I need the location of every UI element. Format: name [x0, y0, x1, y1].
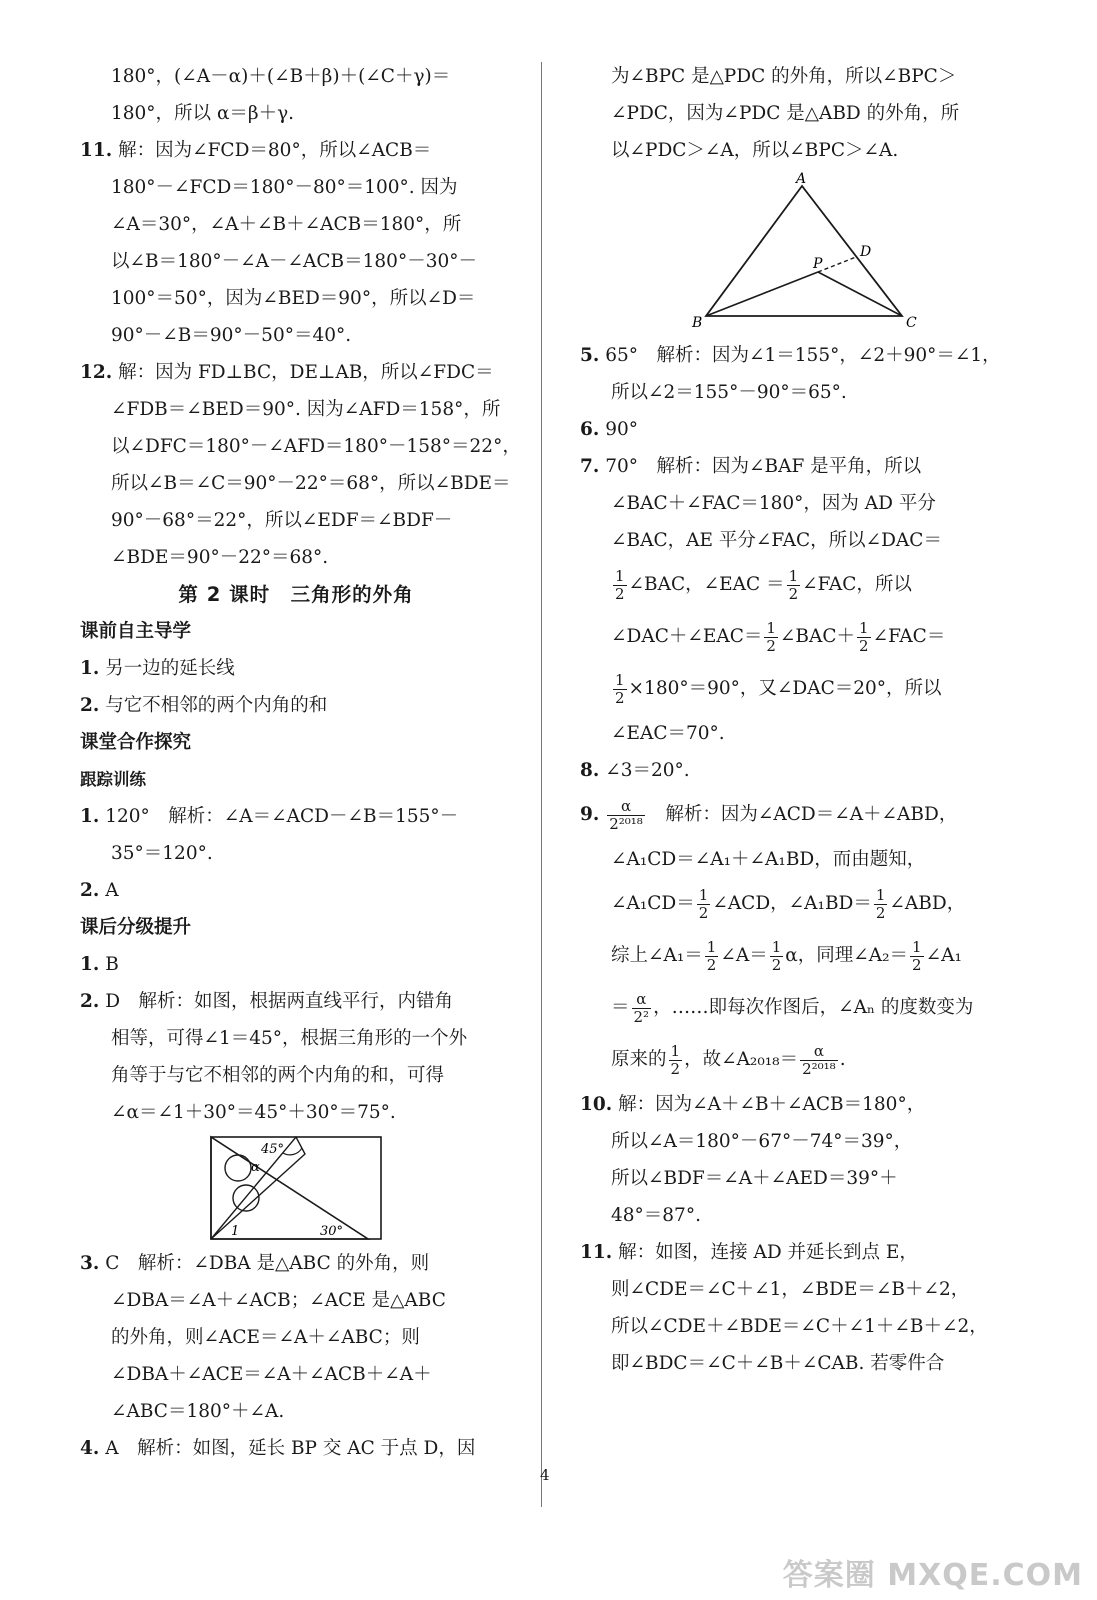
answer-text: 解：因为 FD⊥BC，DE⊥AB，所以∠FDC＝ [118, 362, 494, 383]
answer-text: 则∠CDE＝∠C＋∠1，∠BDE＝∠B＋∠2， [611, 1279, 970, 1300]
answer-text: 以∠DFC＝180°－∠AFD＝180°－158°＝22°， [111, 436, 521, 457]
label-c: C [906, 315, 917, 331]
answer-text: D 解析：如图，根据两直线平行，内错角 [105, 991, 454, 1012]
answer-formula-line: ＝ $\frac{\alpha}{\text{2²}}$ ，……即每次作图后，∠Aₙ 的度数变为 [611, 989, 974, 1026]
fraction: $\frac{1}{2}$ [615, 566, 625, 603]
watermark: 答案圈 MXQE.COM [782, 1558, 1083, 1593]
answer-text: 90°－∠B＝90°－50°＝40°. [111, 325, 352, 346]
lesson-title: 第 2 课时 三角形的外角 [178, 583, 414, 606]
page-number: 4 [540, 1466, 550, 1484]
answer-formula-line: 9. $\frac{\alpha}{\text{2²⁰¹⁸}}$ 解析：因为∠ACD＝∠A＋∠ABD， [580, 796, 958, 833]
answer-text: ∠EAC＝70°. [611, 723, 725, 744]
right-column [580, 58, 1020, 1382]
label-d: D [860, 244, 872, 260]
answer-number: 5. [580, 345, 600, 366]
fraction: $\frac{1}{2}$ [875, 885, 886, 922]
answer-text: ∠BDE＝90°－22°＝68°. [111, 547, 329, 568]
answer-number: 1. [80, 954, 100, 975]
triangle-abc-figure [580, 169, 1020, 337]
answer-text: 90° [605, 419, 639, 440]
section-heading: 课前自主导学 [80, 621, 192, 642]
answer-text: 180°－∠FCD＝180°－80°＝100°. 因为 [111, 177, 458, 198]
answer-number: 11. [80, 140, 113, 161]
fraction: $\frac{1}{2}$ [670, 1041, 681, 1078]
label-p: P [813, 256, 823, 272]
answer-text: 90°－68°＝22°，所以∠EDF＝∠BDF－ [111, 510, 453, 531]
answer-formula-line: $\frac{1}{2}$ ×180°＝90°，又∠DAC＝20°，所以 [615, 670, 942, 707]
answer-text: 所以∠B＝∠C＝90°－22°＝68°，所以∠BDE＝ [111, 473, 511, 494]
label-1: 1 [231, 1224, 240, 1239]
fraction: $\frac{1}{2}$ [771, 937, 782, 974]
answer-text: A [105, 880, 119, 901]
answer-text: 120° 解析：∠A＝∠ACD－∠B＝155°－ [105, 806, 459, 827]
triangle-abc-diagram [580, 169, 1020, 337]
answer-number: 11. [580, 1242, 613, 1263]
answer-text: 100°＝50°，因为∠BED＝90°，所以∠D＝ [111, 288, 476, 309]
answer-text: ∠A＝30°，∠A＋∠B＋∠ACB＝180°，所 [111, 214, 462, 235]
answer-number: 1. [80, 806, 100, 827]
answer-text: ∠BAC＋∠FAC＝180°，因为 AD 平分 [611, 493, 936, 514]
fraction: $\frac{\alpha}{\text{2²}}$ [633, 989, 650, 1026]
answer-text: A 解析：如图，延长 BP 交 AC 于点 D，因 [105, 1438, 476, 1459]
answer-text: ∠DBA＝∠A＋∠ACB；∠ACE 是△ABC [111, 1290, 446, 1311]
answer-text: 35°＝120°. [111, 843, 213, 864]
answer-text: 解：如图，连接 AD 并延长到点 E， [618, 1242, 918, 1263]
answer-text: ∠α＝∠1＋30°＝45°＋30°＝75°. [111, 1102, 396, 1123]
answer-text: 另一边的延长线 [105, 658, 235, 679]
right-triangle-figure [80, 1131, 512, 1245]
answer-number: 4. [80, 1438, 100, 1459]
prev-answer-line: 180°，所以 α＝β＋γ. [111, 103, 295, 124]
answer-text: 65° 解析：因为∠1＝155°，∠2＋90°＝∠1， [605, 345, 1001, 366]
prev-answer-line: 180°，(∠A－α)＋(∠B＋β)＋(∠C＋γ)＝ [111, 66, 451, 87]
answer-number: 6. [580, 419, 600, 440]
answer-text: ∠ABC＝180°＋∠A. [111, 1401, 285, 1422]
answer-number: 3. [80, 1253, 100, 1274]
answer-text: 解：因为∠FCD＝80°，所以∠ACB＝ [118, 140, 432, 161]
answer-text: 以∠PDC＞∠A，所以∠BPC＞∠A. [611, 140, 899, 161]
answer-text: 与它不相邻的两个内角的和 [105, 695, 328, 716]
fraction: $\frac{1}{2}$ [706, 937, 717, 974]
answer-number: 2. [80, 991, 100, 1012]
answer-11 [80, 132, 512, 354]
answer-number: 12. [80, 362, 113, 383]
answer-text: ∠3＝20°. [605, 760, 690, 781]
answer-text: 所以∠2＝155°－90°＝65°. [611, 382, 847, 403]
answer-number: 2. [80, 695, 100, 716]
triangle-abc [706, 186, 902, 316]
answer-text: 所以∠BDF＝∠A＋∠AED＝39°＋ [611, 1168, 898, 1189]
answer-text: 的外角，则∠ACE＝∠A＋∠ABC；则 [111, 1327, 420, 1348]
label-alpha: α [251, 1160, 260, 1175]
answer-formula-line: $\frac{1}{2}$ ∠BAC，∠EAC ＝ $\frac{1}{2}$ ∠FAC，所以 [615, 566, 912, 603]
fraction: $\frac{\alpha}{\text{2²⁰¹⁸}}$ [802, 1041, 836, 1078]
section-heading: 课堂合作探究 [80, 732, 192, 753]
answer-text: 48°＝87°. [611, 1205, 701, 1226]
subsection-heading: 跟踪训练 [80, 770, 146, 789]
answer-text: B [105, 954, 119, 975]
segment-pc [818, 272, 902, 316]
answer-text: C 解析：∠DBA 是△ABC 的外角，则 [105, 1253, 430, 1274]
answer-number: 10. [580, 1094, 613, 1115]
answer-text: ∠PDC，因为∠PDC 是△ABD 的外角，所 [611, 103, 960, 124]
answer-number: 1. [80, 658, 100, 679]
answer-text: 所以∠CDE＋∠BDE＝∠C＋∠1＋∠B＋∠2， [611, 1316, 988, 1337]
fraction: $\frac{1}{2}$ [912, 937, 922, 974]
answer-text: ∠BAC，AE 平分∠FAC，所以∠DAC＝ [611, 530, 942, 551]
label-a: A [796, 171, 807, 187]
angle-marker-circle [225, 1155, 251, 1181]
answer-formula-line: 综上∠A₁＝ $\frac{1}{2}$ ∠A＝ $\frac{1}{2}$ α，同理∠A₂＝ $\frac{1}{2}$ ∠A₁ [611, 937, 962, 974]
answer-formula-line: ∠DAC＋∠EAC＝ $\frac{1}{2}$ ∠BAC＋ $\frac{1}{2}$ ∠FAC＝ [611, 618, 946, 655]
label-b: B [692, 315, 703, 331]
fraction: $\frac{1}{2}$ [615, 670, 625, 707]
section-heading: 课后分级提升 [80, 917, 192, 938]
fraction: $\frac{1}{2}$ [766, 618, 776, 655]
answer-text: ∠A₁CD＝∠A₁＋∠A₁BD，而由题知， [611, 849, 926, 870]
answer-text: 即∠BDC＝∠C＋∠B＋∠CAB. 若零件合 [611, 1353, 945, 1374]
fraction: $\frac{\alpha}{\text{2²⁰¹⁸}}$ [609, 796, 643, 833]
right-triangle-diagram [80, 1131, 512, 1245]
answer-text: 以∠B＝180°－∠A－∠ACB＝180°－30°－ [111, 251, 477, 272]
answer-number: 8. [580, 760, 600, 781]
label-30: 30° [320, 1224, 344, 1239]
answer-text: 所以∠A＝180°－67°－74°＝39°， [611, 1131, 913, 1152]
extension-pd [818, 257, 856, 272]
fraction: $\frac{1}{2}$ [788, 566, 799, 603]
answer-text: ∠DBA＋∠ACE＝∠A＋∠ACB＋∠A＋ [111, 1364, 432, 1385]
answer-number: 9. [580, 804, 600, 825]
column-divider [541, 62, 542, 1507]
answer-text: 相等，可得∠1＝45°，根据三角形的一个外 [111, 1028, 468, 1049]
answer-text: 解：因为∠A＋∠B＋∠ACB＝180°， [618, 1094, 926, 1115]
fraction: $\frac{1}{2}$ [698, 885, 709, 922]
fraction: $\frac{1}{2}$ [859, 618, 869, 655]
answer-formula-line: ∠A₁CD＝ $\frac{1}{2}$ ∠ACD，∠A₁BD＝ $\frac{1}{2}$ ∠ABD， [611, 885, 966, 922]
answer-number: 2. [80, 880, 100, 901]
answer-number: 7. [580, 456, 600, 477]
answer-text: 70° 解析：因为∠BAF 是平角，所以 [605, 456, 922, 477]
answer-formula-line: 原来的 $\frac{1}{2}$ ，故∠A₂₀₁₈＝ $\frac{\alpha}{\text{2²⁰¹⁸}}$ . [611, 1041, 846, 1078]
answer-text: 为∠BPC 是△PDC 的外角，所以∠BPC＞ [611, 66, 957, 87]
answer-12 [80, 354, 521, 576]
left-column [80, 58, 521, 1467]
answer-text: 角等于与它不相邻的两个内角的和，可得 [111, 1065, 445, 1086]
answer-text: ∠FDB＝∠BED＝90°. 因为∠AFD＝158°，所 [111, 399, 501, 420]
label-45: 45° [261, 1142, 285, 1157]
